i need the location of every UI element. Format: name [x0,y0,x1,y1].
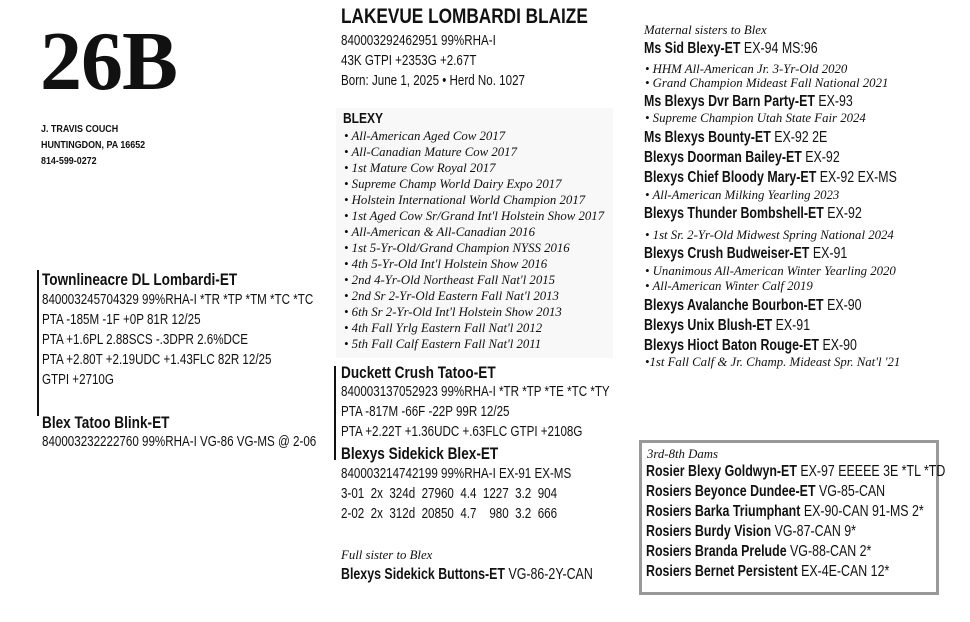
sister-name: Blexys Crush Budweiser-ET [644,245,810,262]
animal-genomics: 43K GTPI +2353G +2.67T [341,53,477,69]
sister-name: Blexys Doorman Bailey-ET [644,149,802,166]
achievement-item: • 5th Fall Calf Eastern Fall Nat'l 2011 [344,337,542,351]
sister-note: • 1st Sr. 2-Yr-Old Midwest Spring National 2024 [645,228,894,242]
sire-line-2: PTA -185M -1F +0P 81R 12/25 [42,312,201,328]
sister-classification: EX-92 EX-MS [819,169,897,186]
dam-sire-line-3: PTA +2.22T +1.36UDC +.63FLC GTPI +2108G [341,424,583,440]
ancestor-dam-name: Rosiers Beyonce Dundee-ET [646,483,816,500]
achievement-item: • 1st Mature Cow Royal 2017 [344,161,496,175]
sister-classification: EX-92 2E [774,129,828,146]
consignor-phone: 814-599-0272 [41,155,97,167]
full-sister-name: Blexys Sidekick Buttons-ET [341,566,506,583]
sister-note: • All-American Winter Calf 2019 [645,279,813,293]
ancestor-dam-name: Rosiers Barka Triumphant [646,503,801,520]
achievement-item: • 2nd Sr 2-Yr-Old Eastern Fall Nat'l 2013 [344,289,559,303]
ancestor-dam-name: Rosier Blexy Goldwyn-ET [646,463,797,480]
dam-record-2: 2-02 2x 312d 20850 4.7 980 3.2 666 [341,506,558,522]
full-sister-label: Full sister to Blex [341,548,433,562]
sister-entry [644,40,818,58]
ancestor-dam-name: Rosiers Burdy Vision [646,523,772,540]
sire-line-3: PTA +1.6PL 2.88SCS -.3DPR 2.6%DCE [42,332,248,348]
ancestor-dam-classification: EX-97 EEEEE 3E *TL *TD [800,463,946,480]
achievement-item: • 4th 5-Yr-Old Int'l Holstein Show 2016 [344,257,548,271]
achievement-item: • 6th Sr 2-Yr-Old Int'l Holstein Show 2013 [344,305,562,319]
sister-note: •1st Fall Calf & Jr. Champ. Mideast Spr. Nat'l '21 [645,355,901,369]
sister-classification: EX-90 [827,297,862,314]
animal-name: LAKEVUE LOMBARDI BLAIZE [341,5,588,28]
achievement-item: • All-American & All-Canadian 2016 [344,225,535,239]
sister-entry [644,129,827,147]
ancestor-dam-classification: EX-4E-CAN 12* [801,563,890,580]
dam-record-1: 3-01 2x 324d 27960 4.4 1227 3.2 904 [341,486,558,502]
ancestor-dam-classification: VG-87-CAN 9* [774,523,856,540]
dam-family-title: BLEXY [343,110,384,127]
sire-line-4: PTA +2.80T +2.19UDC +1.43FLC 82R 12/25 [42,352,272,368]
animal-birth-info: Born: June 1, 2025 • Herd No. 1027 [341,73,525,89]
achievement-item: • Supreme Champ World Dairy Expo 2017 [344,177,562,191]
dam-sire-name: Duckett Crush Tatoo-ET [341,363,496,382]
sister-note: • Grand Champion Mideast Fall National 2021 [645,76,889,90]
sister-entry [644,149,840,167]
animal-id-line: 840003292462951 99%RHA-I [341,33,496,49]
ancestor-dam-entry [646,523,856,541]
dam-sire-line-1: 840003137052923 99%RHA-I *TR *TP *TE *TC *TY [341,384,610,400]
ancestor-dam-name: Rosiers Branda Prelude [646,543,787,560]
sire-name: Townlineacre DL Lombardi-ET [42,270,238,289]
sister-name: Blexys Avalanche Bourbon-ET [644,297,824,314]
dam-sire-line-2: PTA -817M -66F -22P 99R 12/25 [341,404,510,420]
sister-name: Ms Blexys Dvr Barn Party-ET [644,93,815,110]
sister-name: Ms Sid Blexy-ET [644,40,741,57]
sister-note: • All-American Milking Yearling 2023 [645,188,840,202]
sister-classification: EX-94 MS:96 [743,40,818,57]
ancestor-dam-classification: VG-85-CAN [818,483,886,500]
sister-classification: EX-91 [812,245,848,262]
ancestor-dam-classification: VG-88-CAN 2* [790,543,872,560]
dams-3-8-label: 3rd-8th Dams [647,447,718,461]
sister-name: Blexys Thunder Bombshell-ET [644,205,824,222]
maternal-sisters-label: Maternal sisters to Blex [644,23,767,37]
ancestor-dam-entry [646,563,889,581]
sister-entry [644,317,810,335]
sire-dam-name: Blex Tatoo Blink-ET [42,413,170,432]
achievement-item: • All-American Aged Cow 2017 [344,129,506,143]
sister-entry [644,297,862,315]
dam-line-1: 840003214742199 99%RHA-I EX-91 EX-MS [341,466,572,482]
sister-classification: EX-92 [805,149,840,166]
sister-classification: EX-91 [775,317,811,334]
ancestor-dam-entry [646,543,871,561]
sister-entry [644,245,847,263]
ancestor-dam-entry [646,483,885,501]
sister-name: Blexys Hioct Baton Rouge-ET [644,337,819,354]
pedigree-line-dam [334,366,336,460]
achievement-item: • 4th Fall Yrlg Eastern Fall Nat'l 2012 [344,321,543,335]
achievement-item: • 2nd 4-Yr-Old Northeast Fall Nat'l 2015 [344,273,556,287]
sister-classification: EX-93 [818,93,853,110]
sister-note: • Unanimous All-American Winter Yearling 2020 [645,264,896,278]
achievement-item: • 1st 5-Yr-Old/Grand Champion NYSS 2016 [344,241,570,255]
sister-note: • Supreme Champion Utah State Fair 2024 [645,111,866,125]
sister-classification: EX-92 [827,205,862,222]
sire-dam-line: 840003232222760 99%RHA-I VG-86 VG-MS @ 2-06 [42,434,317,450]
ancestor-dam-entry [646,503,924,521]
sister-entry [644,205,862,223]
consignor-city: HUNTINGDON, PA 16652 [41,139,146,151]
sire-line-1: 840003245704329 99%RHA-I *TR *TP *TM *TC *TC [42,292,314,308]
sister-name: Ms Blexys Bounty-ET [644,129,771,146]
full-sister-entry [341,566,593,584]
consignor-name: J. TRAVIS COUCH [41,123,119,135]
ancestor-dam-classification: EX-90-CAN 91-MS 2* [803,503,924,520]
sister-classification: EX-90 [822,337,857,354]
sister-entry [644,169,897,187]
pedigree-line-sire [37,270,39,416]
sister-name: Blexys Unix Blush-ET [644,317,773,334]
achievement-item: • All-Canadian Mature Cow 2017 [344,145,517,159]
achievement-item: • Holstein International World Champion 2017 [344,193,586,207]
achievement-item: • 1st Aged Cow Sr/Grand Int'l Holstein Show 2017 [344,209,605,223]
dam-name: Blexys Sidekick Blex-ET [341,444,499,463]
sire-line-5: GTPI +2710G [42,372,114,388]
sister-note: • HHM All-American Jr. 3-Yr-Old 2020 [645,62,848,76]
sister-entry [644,93,853,111]
lot-number: 26B [40,15,178,108]
sister-entry [644,337,857,355]
ancestor-dam-name: Rosiers Bernet Persistent [646,563,798,580]
ancestor-dam-entry [646,463,945,481]
full-sister-class: VG-86-2Y-CAN [508,566,593,583]
sister-name: Blexys Chief Bloody Mary-ET [644,169,817,186]
